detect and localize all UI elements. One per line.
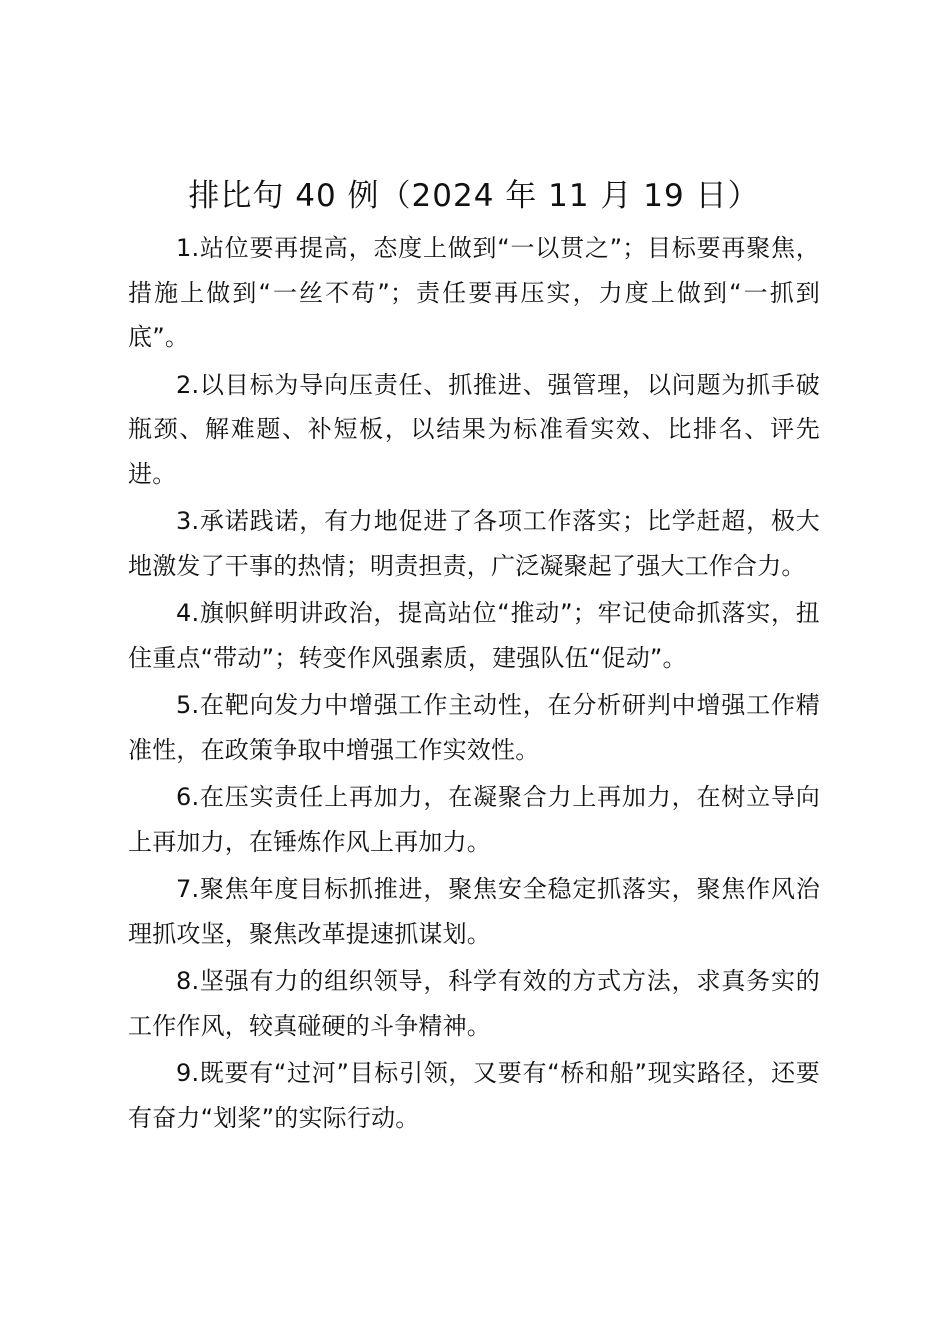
paragraph-item-6: 6.在压实责任上再加力，在凝聚合力上再加力，在树立导向上再加力，在锤炼作风上再加力。	[128, 783, 820, 856]
paragraph-item-2: 2.以目标为导向压责任、抓推进、强管理，以问题为抓手破瓶颈、解难题、补短板，以结果为标准看实效、比排名、评先进。	[128, 370, 820, 488]
paragraph-item-3: 3.承诺践诺，有力地促进了各项工作落实；比学赶超，极大地激发了干事的热情；明责担责，广泛凝聚起了强大工作合力。	[128, 507, 820, 580]
document-title: 排比句 40 例（2024 年 11 月 19 日）	[188, 178, 760, 214]
paragraph-item-8: 8.坚强有力的组织领导，科学有效的方式方法，求真务实的工作作风，较真碰硬的斗争精神。	[128, 967, 820, 1040]
paragraph-item-4: 4.旗帜鲜明讲政治，提高站位“推动”；牢记使命抓落实，扭住重点“带动”；转变作风强素质，建强队伍“促动”。	[128, 599, 820, 672]
paragraph-item-1: 1.站位要再提高，态度上做到“一以贯之”；目标要再聚焦，措施上做到“一丝不苟”；责任要再压实，力度上做到“一抓到底”。	[128, 234, 820, 351]
paragraph-item-7: 7.聚焦年度目标抓推进，聚焦安全稳定抓落实，聚焦作风治理抓攻坚，聚焦改革提速抓谋划。	[128, 875, 820, 948]
paragraph-item-5: 5.在靶向发力中增强工作主动性，在分析研判中增强工作精准性，在政策争取中增强工作实效性。	[128, 691, 820, 764]
paragraph-item-9: 9.既要有“过河”目标引领，又要有“桥和船”现实路径，还要有奋力“划桨”的实际行动。	[128, 1059, 820, 1132]
paragraph-list	[128, 226, 820, 1140]
